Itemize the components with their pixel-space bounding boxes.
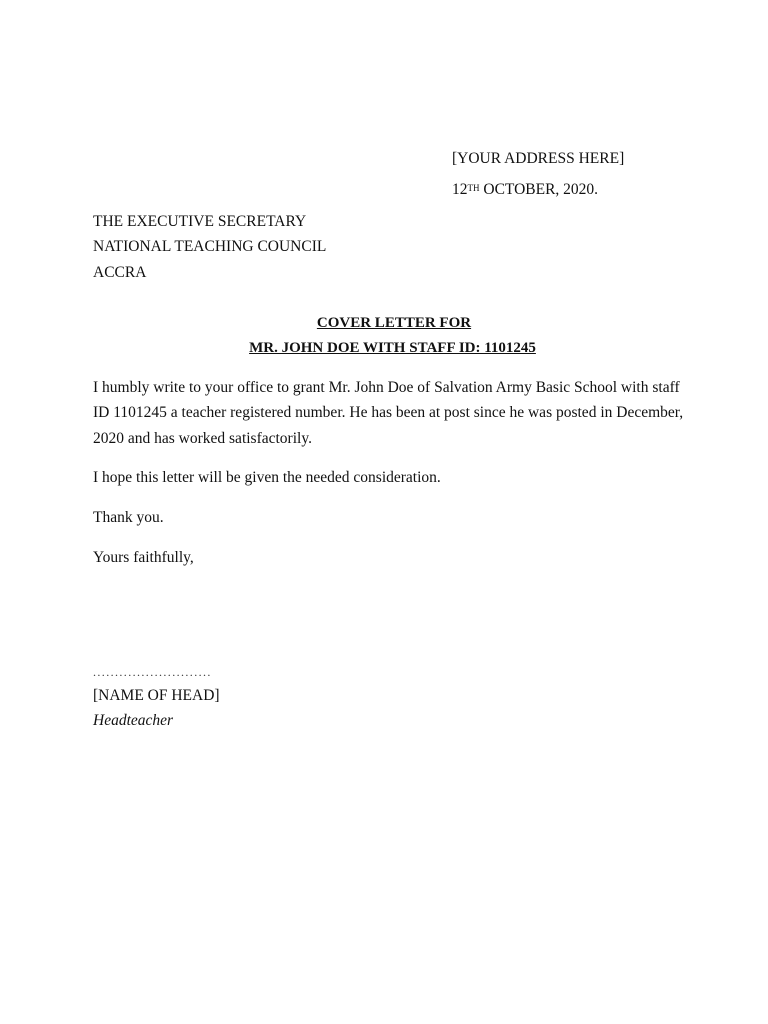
body-paragraph-1-line-3: 2020 and has worked satisfactorily. [93,430,312,447]
recipient-organization: NATIONAL TEACHING COUNCIL [93,238,327,255]
closing-salutation: Yours faithfully, [93,549,194,566]
body-paragraph-3: Thank you. [93,509,164,526]
signer-role: Headteacher [93,712,174,729]
body-paragraph-2: I hope this letter will be given the needed consideration. [93,469,441,486]
recipient-city: ACCRA [93,264,147,281]
date-month-year: OCTOBER, 2020. [479,181,599,198]
subject-heading-line-2: MR. JOHN DOE WITH STAFF ID: 1101245 [249,340,536,356]
date-day: 12 [452,181,468,198]
date-suffix: TH [467,183,480,193]
subject-heading-line-1: COVER LETTER FOR [316,315,472,331]
signer-name: [NAME OF HEAD] [93,687,220,704]
body-paragraph-1-line-1: I humbly write to your office to grant Mr. John Doe of Salvation Army Basic School with staff [93,379,680,396]
sender-address: [YOUR ADDRESS HERE] [452,150,625,167]
letter-date [452,181,598,199]
body-paragraph-1-line-2: ID 1101245 a teacher registered number. He has been at post since he was posted in December, [93,404,684,421]
recipient-title: THE EXECUTIVE SECRETARY [93,213,307,230]
signature-line: ........................... [93,665,212,679]
